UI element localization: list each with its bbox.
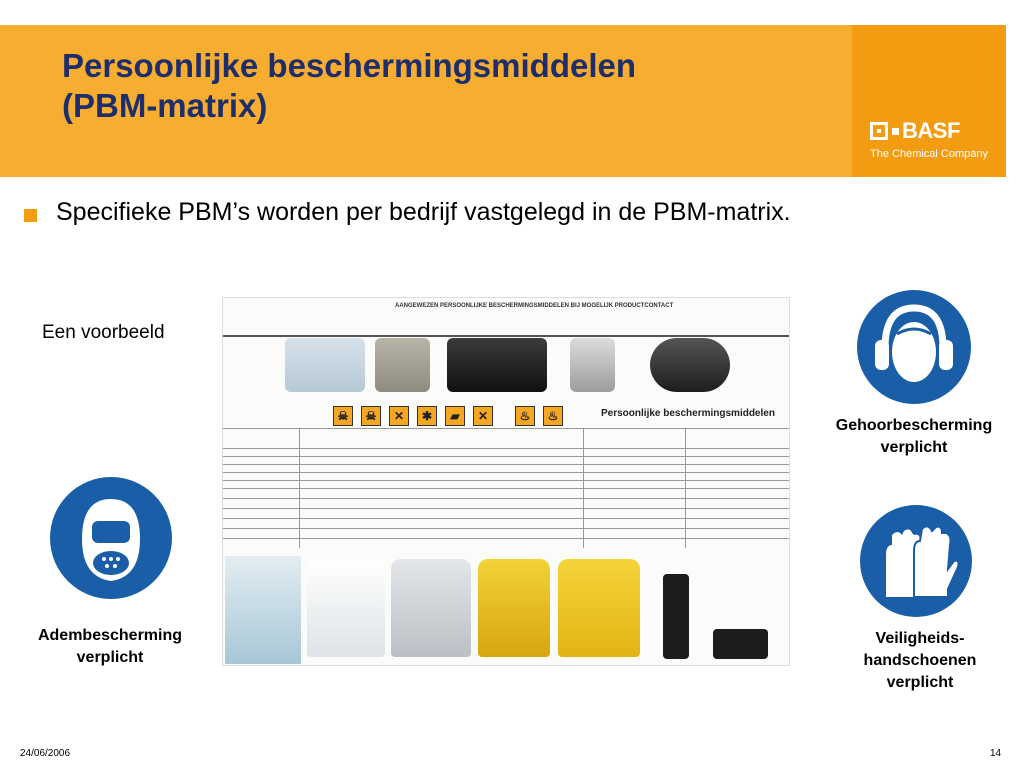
footer-date: 24/06/2006 bbox=[20, 748, 71, 759]
table-column bbox=[583, 428, 584, 548]
table-column bbox=[299, 428, 300, 548]
document-table-title: Persoonlijke beschermingsmiddelen bbox=[601, 408, 775, 419]
table-line bbox=[223, 528, 790, 529]
table-line bbox=[223, 498, 790, 499]
table-line bbox=[223, 456, 790, 457]
basf-logo bbox=[868, 120, 998, 170]
basf-logo-dot-icon bbox=[892, 128, 899, 135]
protective-equipment-photo-row bbox=[223, 554, 790, 666]
page-number: 14 bbox=[990, 748, 1002, 759]
toxic-hazard-icon: ☠ bbox=[333, 406, 353, 426]
table-column bbox=[685, 428, 686, 548]
hearing-protection-label bbox=[812, 415, 1016, 459]
gloves-label-line-1: Veiligheids- bbox=[875, 630, 965, 647]
hearing-label-line-1: Gehoorbescherming bbox=[835, 417, 993, 434]
table-line bbox=[223, 538, 790, 539]
goggles-photo bbox=[225, 556, 301, 664]
hearing-label-line-2: verplicht bbox=[880, 439, 948, 456]
glove-photo bbox=[375, 338, 430, 392]
gloves-label-line-2: handschoenen bbox=[863, 652, 977, 669]
table-line bbox=[223, 518, 790, 519]
table-line bbox=[223, 480, 790, 481]
protective-suit-photo bbox=[478, 559, 550, 657]
example-label: Een voorbeeld bbox=[42, 322, 165, 343]
gas-mask-photo bbox=[650, 338, 730, 392]
glove-photo bbox=[447, 338, 547, 392]
logo-name: BASF bbox=[902, 118, 960, 143]
glove-photo-row bbox=[275, 338, 790, 396]
slide-title bbox=[62, 46, 822, 126]
protective-suit-photo bbox=[307, 559, 385, 657]
glove-photo bbox=[570, 338, 615, 392]
environment-hazard-icon: ✱ bbox=[417, 406, 437, 426]
title-line-2: (PBM-matrix) bbox=[62, 87, 268, 124]
document-divider bbox=[223, 335, 790, 337]
respirator-icon bbox=[50, 477, 172, 599]
table-line bbox=[223, 464, 790, 465]
logo-tagline: The Chemical Company bbox=[870, 148, 988, 160]
table-line bbox=[223, 428, 790, 429]
gloves-label-line-3: verplicht bbox=[886, 674, 954, 691]
toxic-hazard-icon: ☠ bbox=[361, 406, 381, 426]
harmful-hazard-icon: ✕ bbox=[389, 406, 409, 426]
gloves-label bbox=[820, 628, 1020, 694]
hazard-table bbox=[223, 398, 790, 553]
pbm-matrix-document-image bbox=[222, 297, 790, 666]
respiratory-label-line-2: verplicht bbox=[76, 649, 144, 666]
bullet-text: Specifieke PBM’s worden per bedrijf vastgelegd in de PBM-matrix. bbox=[56, 198, 791, 226]
glove-photo bbox=[285, 338, 365, 392]
document-heading: AANGEWEZEN PERSOONLIJKE BESCHERMINGSMIDDELEN BIJ MOGELIJK PRODUCTCONTACT bbox=[395, 303, 674, 309]
table-line bbox=[223, 508, 790, 509]
table-line bbox=[223, 472, 790, 473]
irritant-hazard-icon: ✕ bbox=[473, 406, 493, 426]
protective-suit-photo bbox=[391, 559, 471, 657]
flammable-hazard-icon: ♨ bbox=[515, 406, 535, 426]
flammable-hazard-icon: ♨ bbox=[543, 406, 563, 426]
table-line bbox=[223, 448, 790, 449]
boot-icon bbox=[713, 629, 768, 659]
table-line bbox=[223, 488, 790, 489]
protective-suit-photo bbox=[558, 559, 640, 657]
basf-logo-mark-icon bbox=[870, 122, 888, 140]
boot-icon bbox=[663, 574, 689, 659]
gloves-icon bbox=[860, 505, 972, 617]
bullet-square-icon bbox=[24, 209, 37, 222]
corrosive-hazard-icon: ▰ bbox=[445, 406, 465, 426]
respiratory-protection-label bbox=[10, 625, 210, 669]
ear-protection-icon bbox=[857, 290, 971, 404]
title-line-1: Persoonlijke beschermingsmiddelen bbox=[62, 47, 637, 84]
respiratory-label-line-1: Adembescherming bbox=[37, 627, 183, 644]
safety-boots-photo bbox=[653, 564, 783, 659]
